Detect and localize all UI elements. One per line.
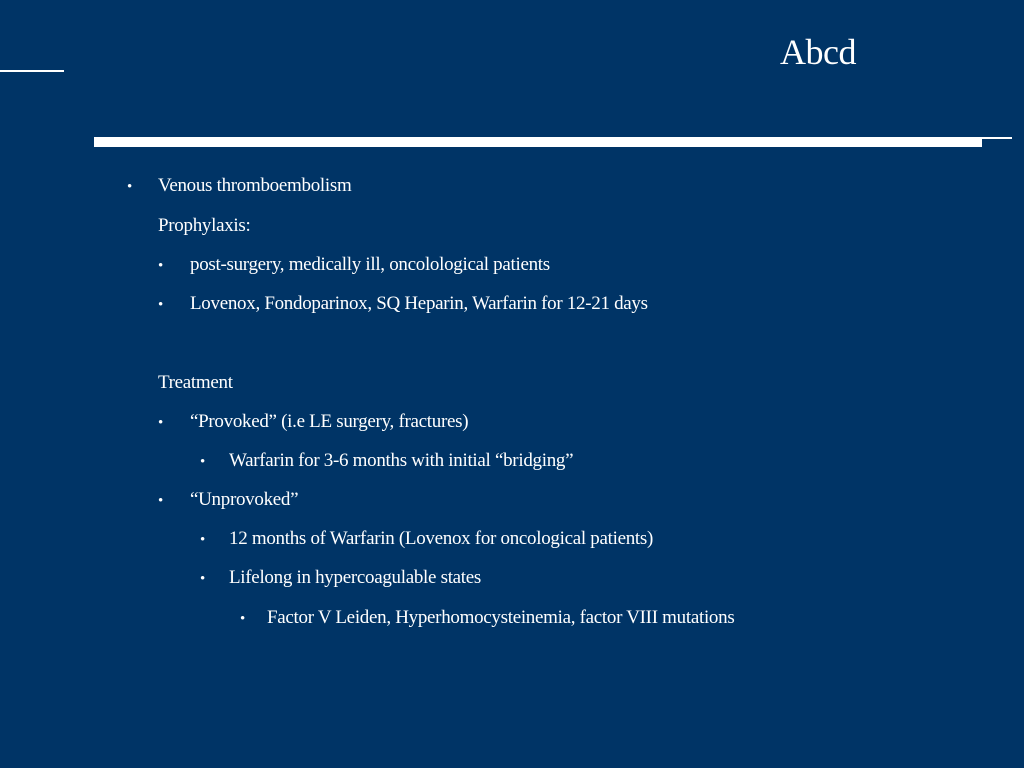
bullet-icon: • xyxy=(127,179,133,195)
subheading-prophylaxis: Prophylaxis: xyxy=(158,215,251,236)
subheading-treatment: Treatment xyxy=(158,372,233,393)
list-item: post-surgery, medically ill, oncolological patients xyxy=(190,254,550,275)
list-item: Lovenox, Fondoparinox, SQ Heparin, Warfarin for 12-21 days xyxy=(190,293,648,314)
bullet-icon: • xyxy=(200,532,206,548)
list-item: Venous thromboembolism xyxy=(158,175,352,196)
list-item: 12 months of Warfarin (Lovenox for oncological patients) xyxy=(229,528,654,549)
bullet-icon: • xyxy=(158,493,164,509)
bullet-icon: • xyxy=(158,415,164,431)
bullet-icon: • xyxy=(240,611,246,627)
bullet-icon: • xyxy=(158,258,164,274)
list-item: “Unprovoked” xyxy=(190,489,299,510)
bullet-icon: • xyxy=(158,297,164,313)
bullet-icon: • xyxy=(200,454,206,470)
slide-title: Abcd xyxy=(780,32,856,72)
list-item: Factor V Leiden, Hyperhomocysteinemia, factor VIII mutations xyxy=(267,607,735,628)
list-item: “Provoked” (i.e LE surgery, fractures) xyxy=(190,411,469,432)
list-item: Warfarin for 3-6 months with initial “bridging” xyxy=(229,450,574,471)
list-item: Lifelong in hypercoagulable states xyxy=(229,567,482,588)
bullet-icon: • xyxy=(200,571,206,587)
